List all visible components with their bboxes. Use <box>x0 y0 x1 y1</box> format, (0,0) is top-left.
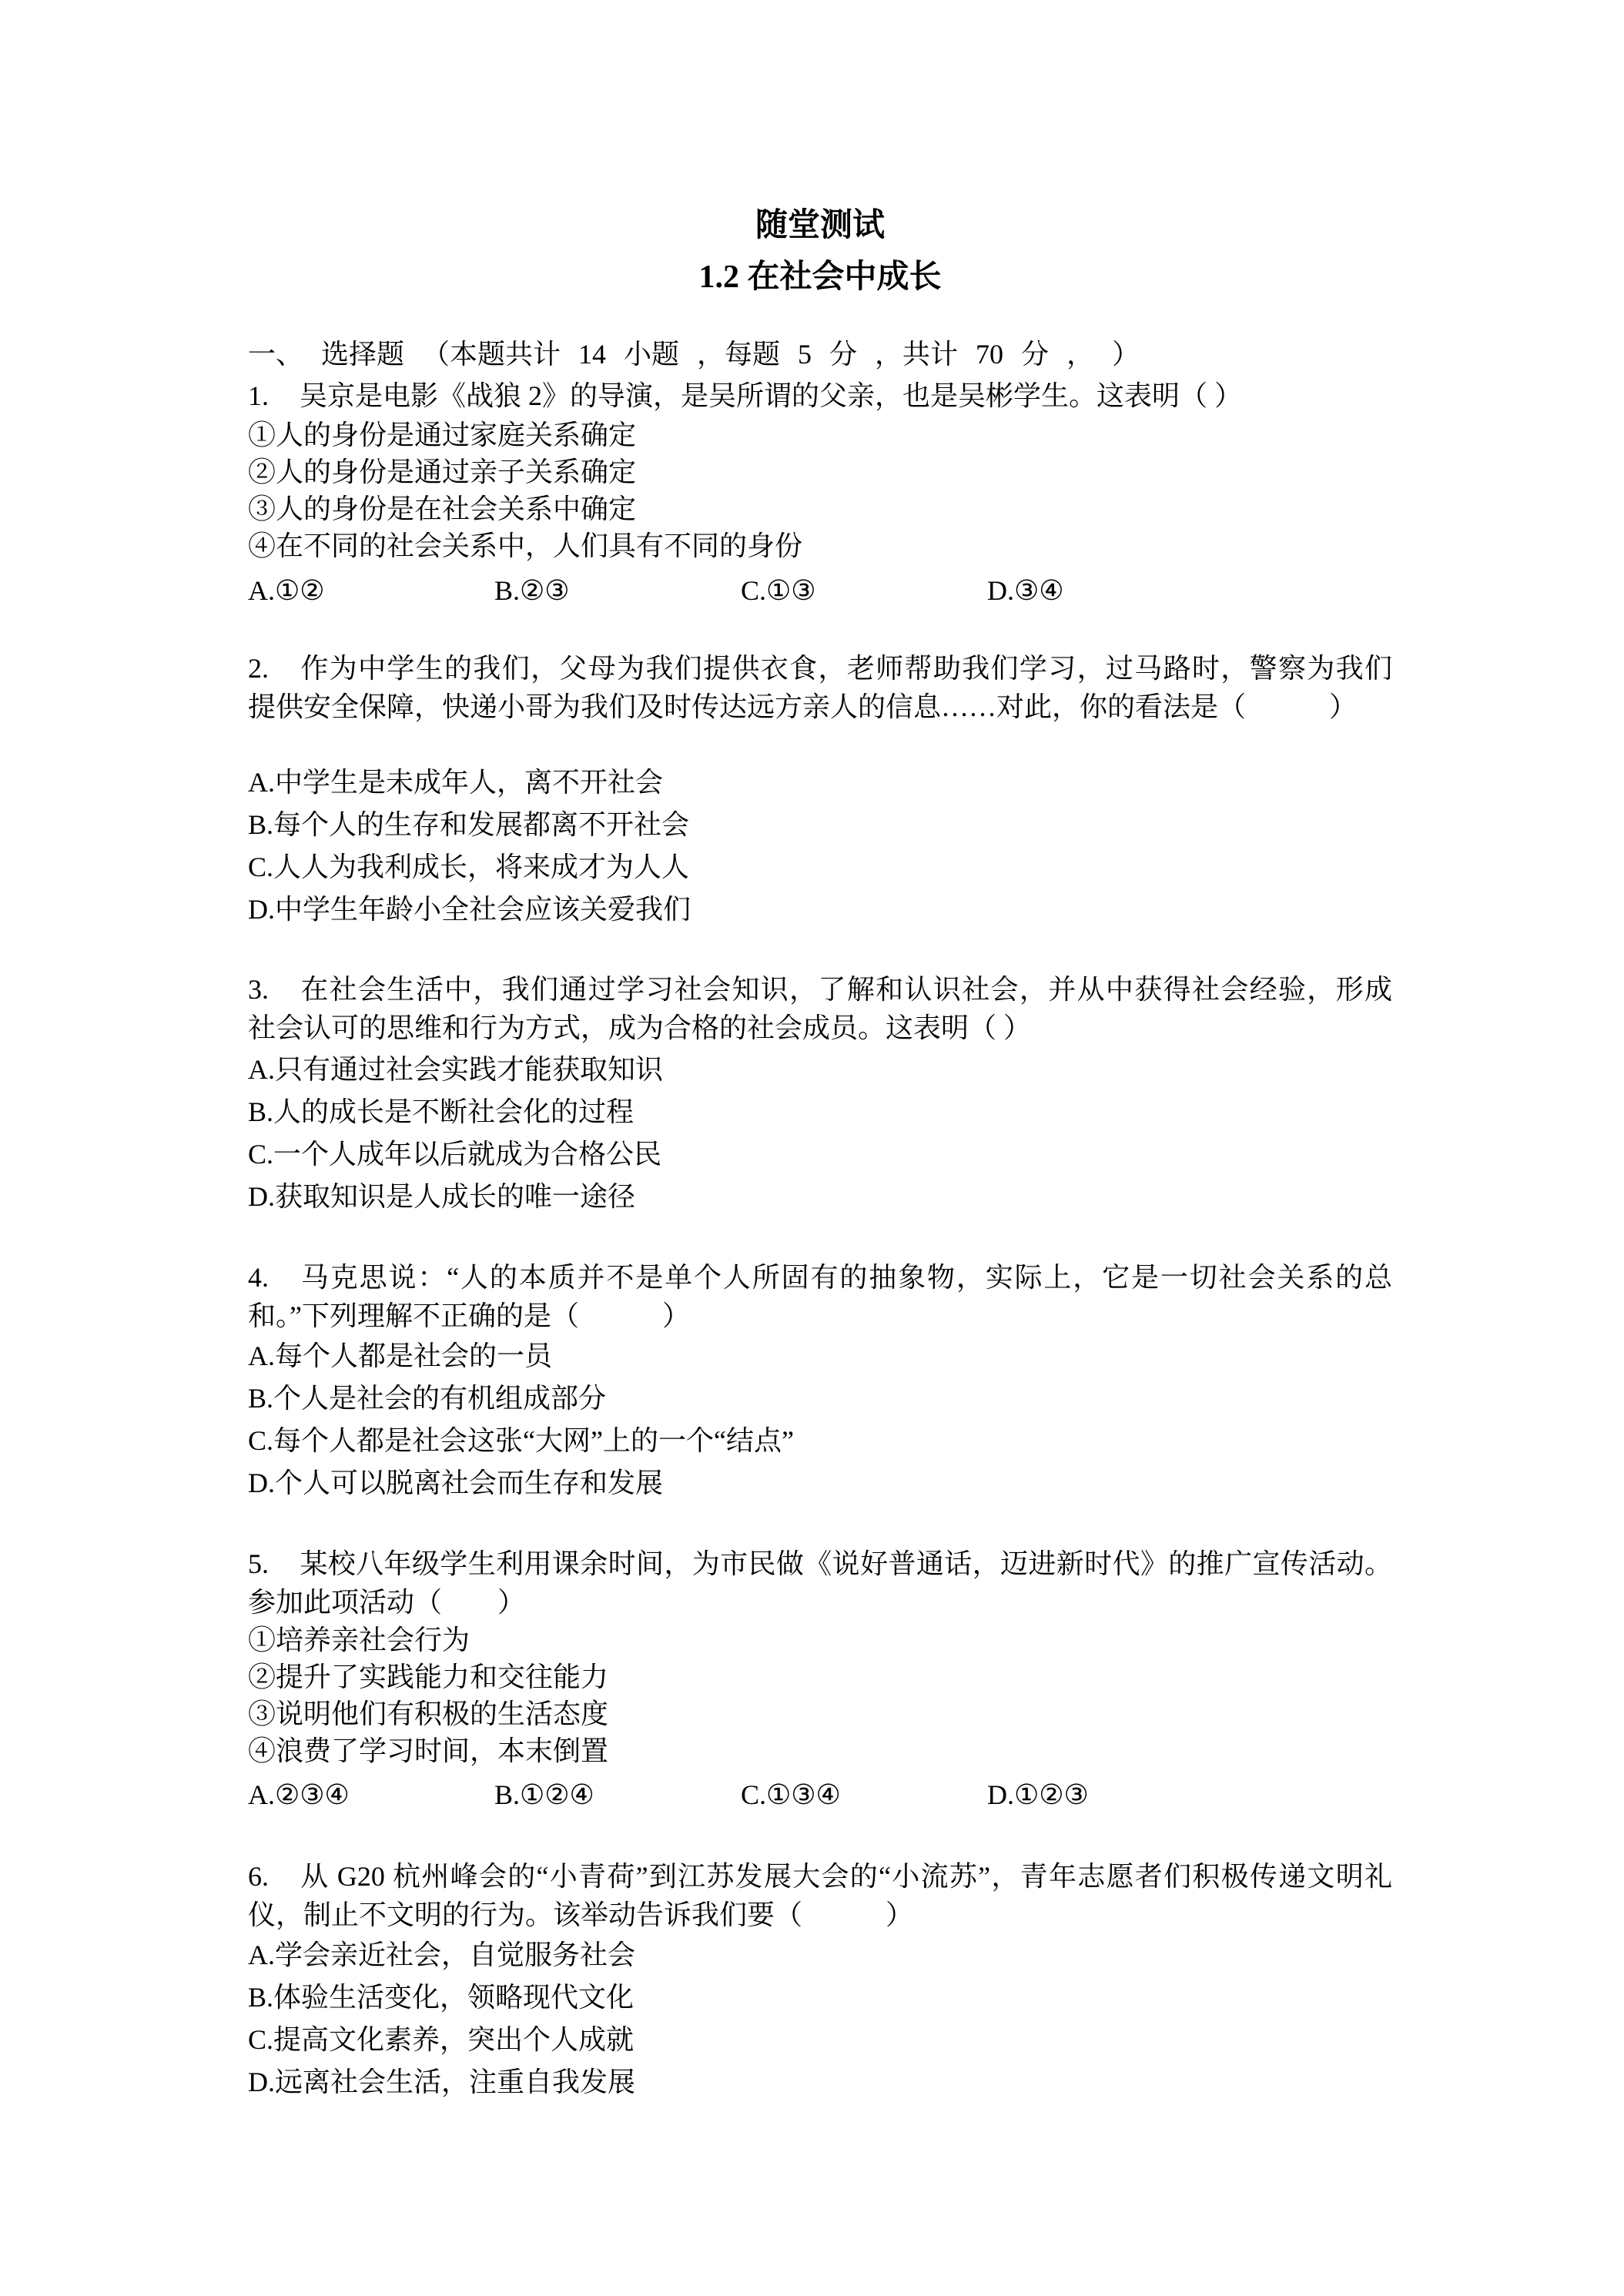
question-6-option-c: C.提高文化素养，突出个人成就 <box>248 2024 635 2055</box>
question-1 <box>248 377 1392 610</box>
question-2-option-list <box>248 761 1392 931</box>
question-5-option-c: C.①③④ <box>741 1779 841 1810</box>
question-5-option-row <box>248 1776 1392 1814</box>
question-4-stem-text-1: 马克思说：“人的本质并不是单个人所固有的抽象物，实际上，它是一切社会关系的总 <box>300 1262 1392 1293</box>
question-2-stem-line-2: 提供安全保障，快递小哥为我们及时传达远方亲人的信息……对此，你的看法是（ ） <box>248 691 1358 722</box>
question-3-option-d: D.获取知识是人成长的唯一途径 <box>248 1181 635 1212</box>
question-3-option-b: B.人的成长是不断社会化的过程 <box>248 1096 635 1127</box>
question-1-stem-line-1 <box>248 377 1392 415</box>
question-1-option-c: C.①③ <box>741 575 816 606</box>
question-2-option-a: A.中学生是未成年人，离不开社会 <box>248 767 663 798</box>
question-5-statement-2: ②提升了实践能力和交往能力 <box>248 1662 609 1692</box>
question-5-option-b: B.①②④ <box>494 1779 594 1810</box>
question-1-number: 1. <box>248 380 269 411</box>
question-5-number: 5. <box>248 1548 269 1579</box>
question-5-statement-1: ①培养亲社会行为 <box>248 1625 470 1655</box>
question-3-option-a: A.只有通过社会实践才能获取知识 <box>248 1054 663 1085</box>
question-1-statement-list <box>248 417 1392 564</box>
question-6-option-a: A.学会亲近社会，自觉服务社会 <box>248 1940 635 1970</box>
question-3-stem-text-1: 在社会生活中，我们通过学习社会知识，了解和认识社会，并从中获得社会经验，形成 <box>300 974 1392 1005</box>
question-5-option-d: D.①②③ <box>987 1779 1089 1810</box>
question-6-number: 6. <box>248 1861 269 1892</box>
section-heading: 一、 选择题 （本题共计 14 小题 ，每题 5 分 ，共计 70 分 ， ） <box>248 339 1140 370</box>
question-1-statement-2: ②人的身份是通过亲子关系确定 <box>248 457 637 487</box>
question-3-stem-line-1 <box>248 970 1392 1009</box>
question-4-stem-line-1 <box>248 1258 1392 1297</box>
question-4-stem-line-2: 和。”下列理解不正确的是（ ） <box>248 1300 690 1331</box>
question-2-option-b: B.每个人的生存和发展都离不开社会 <box>248 809 690 840</box>
question-3-stem-line-2: 社会认可的思维和行为方式，成为合格的社会成员。这表明（ ） <box>248 1012 1032 1043</box>
question-5-statement-list <box>248 1622 1392 1769</box>
question-3 <box>248 970 1392 1218</box>
question-3-number: 3. <box>248 974 269 1005</box>
question-4 <box>248 1258 1392 1504</box>
question-6-stem-line-2: 仪，制止不文明的行为。该举动告诉我们要（ ） <box>248 1899 914 1930</box>
question-2-option-c: C.人人为我利成长，将来成才为人人 <box>248 852 690 882</box>
question-2-number: 2. <box>248 653 269 684</box>
question-3-option-c: C.一个人成年以后就成为合格公民 <box>248 1139 662 1170</box>
question-6-option-list <box>248 1934 1392 2104</box>
question-1-option-a: A.①② <box>248 575 325 606</box>
question-6-stem-line-1 <box>248 1857 1392 1896</box>
question-1-statement-3: ③人的身份是在社会关系中确定 <box>248 494 637 524</box>
question-4-option-a: A.每个人都是社会的一员 <box>248 1340 552 1371</box>
question-4-number: 4. <box>248 1262 269 1293</box>
question-2-stem-line-1 <box>248 649 1392 688</box>
question-6-option-d: D.远离社会生活，注重自我发展 <box>248 2067 635 2097</box>
document-title: 随堂测试 <box>755 208 885 243</box>
question-4-option-c: C.每个人都是社会这张“大网”上的一个“结点” <box>248 1425 794 1456</box>
question-2-option-d: D.中学生年龄小全社会应该关爱我们 <box>248 894 691 925</box>
question-1-option-d: D.③④ <box>987 575 1064 606</box>
question-3-option-list <box>248 1049 1392 1218</box>
question-2 <box>248 649 1392 931</box>
question-4-option-d: D.个人可以脱离社会而生存和发展 <box>248 1468 663 1498</box>
question-1-option-row <box>248 571 1392 610</box>
question-5-statement-4: ④浪费了学习时间，本末倒置 <box>248 1735 609 1766</box>
question-1-stem-text-1: 吴京是电影《战狼 2》的导演，是吴所谓的父亲，也是吴彬学生。这表明（ ） <box>300 380 1243 411</box>
question-1-option-b: B.②③ <box>494 575 570 606</box>
question-6-stem-text-1: 从 G20 杭州峰会的“小青荷”到江苏发展大会的“小流苏”，青年志愿者们积极传递文明礼 <box>300 1861 1392 1892</box>
question-4-option-list <box>248 1335 1392 1504</box>
question-1-statement-1: ①人的身份是通过家庭关系确定 <box>248 420 637 450</box>
question-5-stem-line-2: 参加此项活动（ ） <box>248 1587 526 1618</box>
question-5-statement-3: ③说明他们有积极的生活态度 <box>248 1699 609 1729</box>
question-5-stem-text-1: 某校八年级学生利用课余时间，为市民做《说好普通话，迈进新时代》的推广宣传活动。 <box>300 1548 1392 1579</box>
question-1-statement-4: ④在不同的社会关系中，人们具有不同的身份 <box>248 530 803 561</box>
question-6 <box>248 1857 1392 2104</box>
question-2-stem-text-1: 作为中学生的我们，父母为我们提供衣食，老师帮助我们学习，过马路时，警察为我们 <box>300 653 1392 684</box>
document-subtitle: 1.2 在社会中成长 <box>698 259 942 295</box>
question-5-stem-line-1 <box>248 1545 1392 1583</box>
question-6-option-b: B.体验生活变化，领略现代文化 <box>248 1982 635 2013</box>
question-4-option-b: B.个人是社会的有机组成部分 <box>248 1383 607 1414</box>
question-5-option-a: A.②③④ <box>248 1779 350 1810</box>
question-5 <box>248 1545 1392 1814</box>
